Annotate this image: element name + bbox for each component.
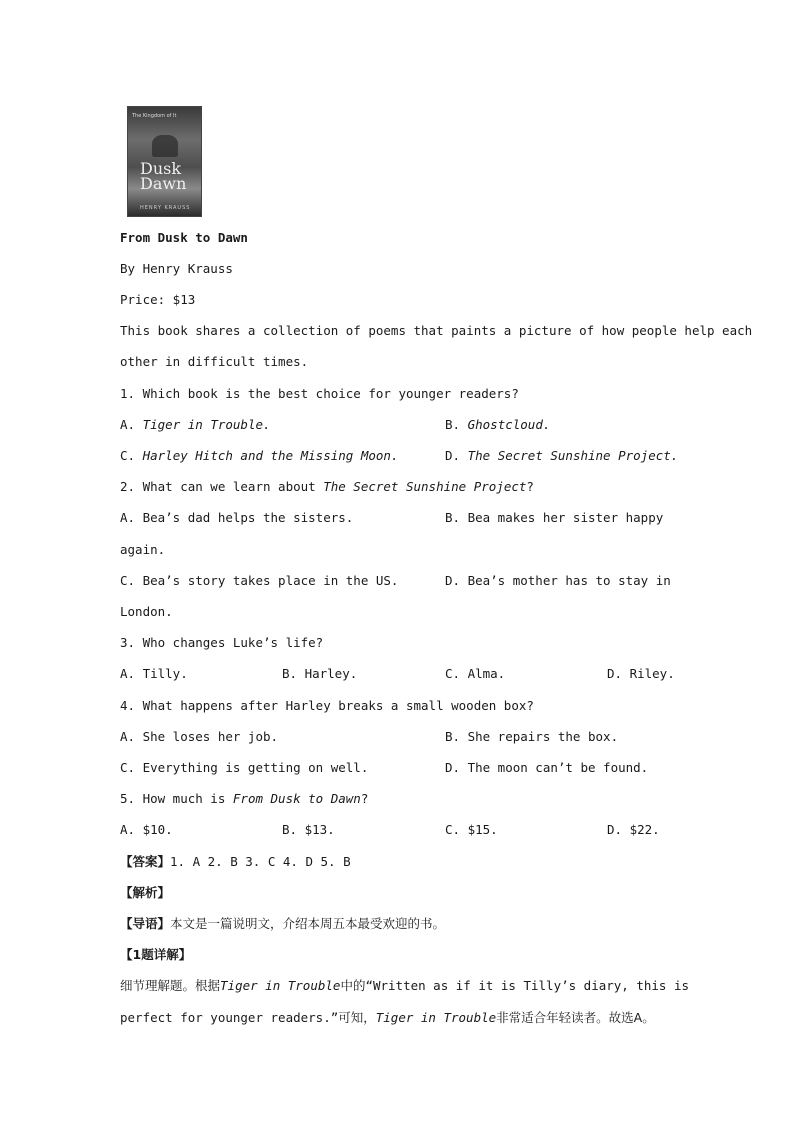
q4-option-d: D. The moon can’t be found. <box>445 760 649 775</box>
detail-1-line-1: 细节理解题。根据Tiger in Trouble中的“Written as if it is Tilly’s diary, this is <box>120 978 690 993</box>
question-1-stem: 1. Which book is the best choice for younger readers? <box>120 386 519 401</box>
q4-option-a: A. She loses her job. <box>120 729 279 744</box>
q3-option-c: C. Alma. <box>445 666 506 681</box>
analysis-heading: 【解析】 <box>120 885 171 900</box>
answer-key: 【答案】1. A 2. B 3. C 4. D 5. B <box>120 854 351 869</box>
q1-option-a: A. Tiger in Trouble. <box>120 417 271 432</box>
q3-option-b: B. Harley. <box>282 666 358 681</box>
q4-option-c: C. Everything is getting on well. <box>120 760 369 775</box>
intro-paragraph: 【导语】本文是一篇说明文，介绍本周五本最受欢迎的书。 <box>120 916 446 931</box>
book-author: By Henry Krauss <box>120 261 233 276</box>
q5-option-d: D. $22. <box>607 822 660 837</box>
q5-option-c: C. $15. <box>445 822 498 837</box>
question-2-stem: 2. What can we learn about The Secret Sunshine Project? <box>120 479 534 494</box>
book-description-line-1: This book shares a collection of poems that paints a picture of how people help each <box>120 323 753 338</box>
question-3-stem: 3. Who changes Luke’s life? <box>120 635 324 650</box>
q5-option-b: B. $13. <box>282 822 335 837</box>
q2-option-b: B. Bea makes her sister happy <box>445 510 664 525</box>
book-description-line-2: other in difficult times. <box>120 354 309 369</box>
question-4-stem: 4. What happens after Harley breaks a small wooden box? <box>120 698 534 713</box>
question-5-stem: 5. How much is From Dusk to Dawn? <box>120 791 369 806</box>
q2-option-d-continued: London. <box>120 604 173 619</box>
q1-option-c: C. Harley Hitch and the Missing Moon. <box>120 448 399 463</box>
detail-1-heading: 【1题详解】 <box>120 947 192 962</box>
q1-option-d: D. The Secret Sunshine Project. <box>445 448 679 463</box>
cover-title: Dusk Dawn <box>140 159 187 193</box>
q3-option-d: D. Riley. <box>607 666 675 681</box>
q5-option-a: A. $10. <box>120 822 173 837</box>
book-cover-image <box>127 106 202 217</box>
q2-option-c: C. Bea’s story takes place in the US. <box>120 573 399 588</box>
book-title: From Dusk to Dawn <box>120 230 248 245</box>
q2-option-b-continued: again. <box>120 542 166 557</box>
q4-option-b: B. She repairs the box. <box>445 729 619 744</box>
q1-option-b: B. Ghostcloud. <box>445 417 551 432</box>
book-price: Price: $13 <box>120 292 196 307</box>
q2-option-a: A. Bea’s dad helps the sisters. <box>120 510 354 525</box>
q2-option-d: D. Bea’s mother has to stay in <box>445 573 671 588</box>
cover-author: HENRY KRAUSS <box>140 205 191 211</box>
detail-1-line-2: perfect for younger readers.”可知，Tiger in Trouble非常适合年轻读者。故选A。 <box>120 1010 655 1025</box>
q3-option-a: A. Tilly. <box>120 666 188 681</box>
cover-ship-graphic <box>152 135 178 157</box>
cover-small-title: The Kingdom of It <box>132 113 177 119</box>
